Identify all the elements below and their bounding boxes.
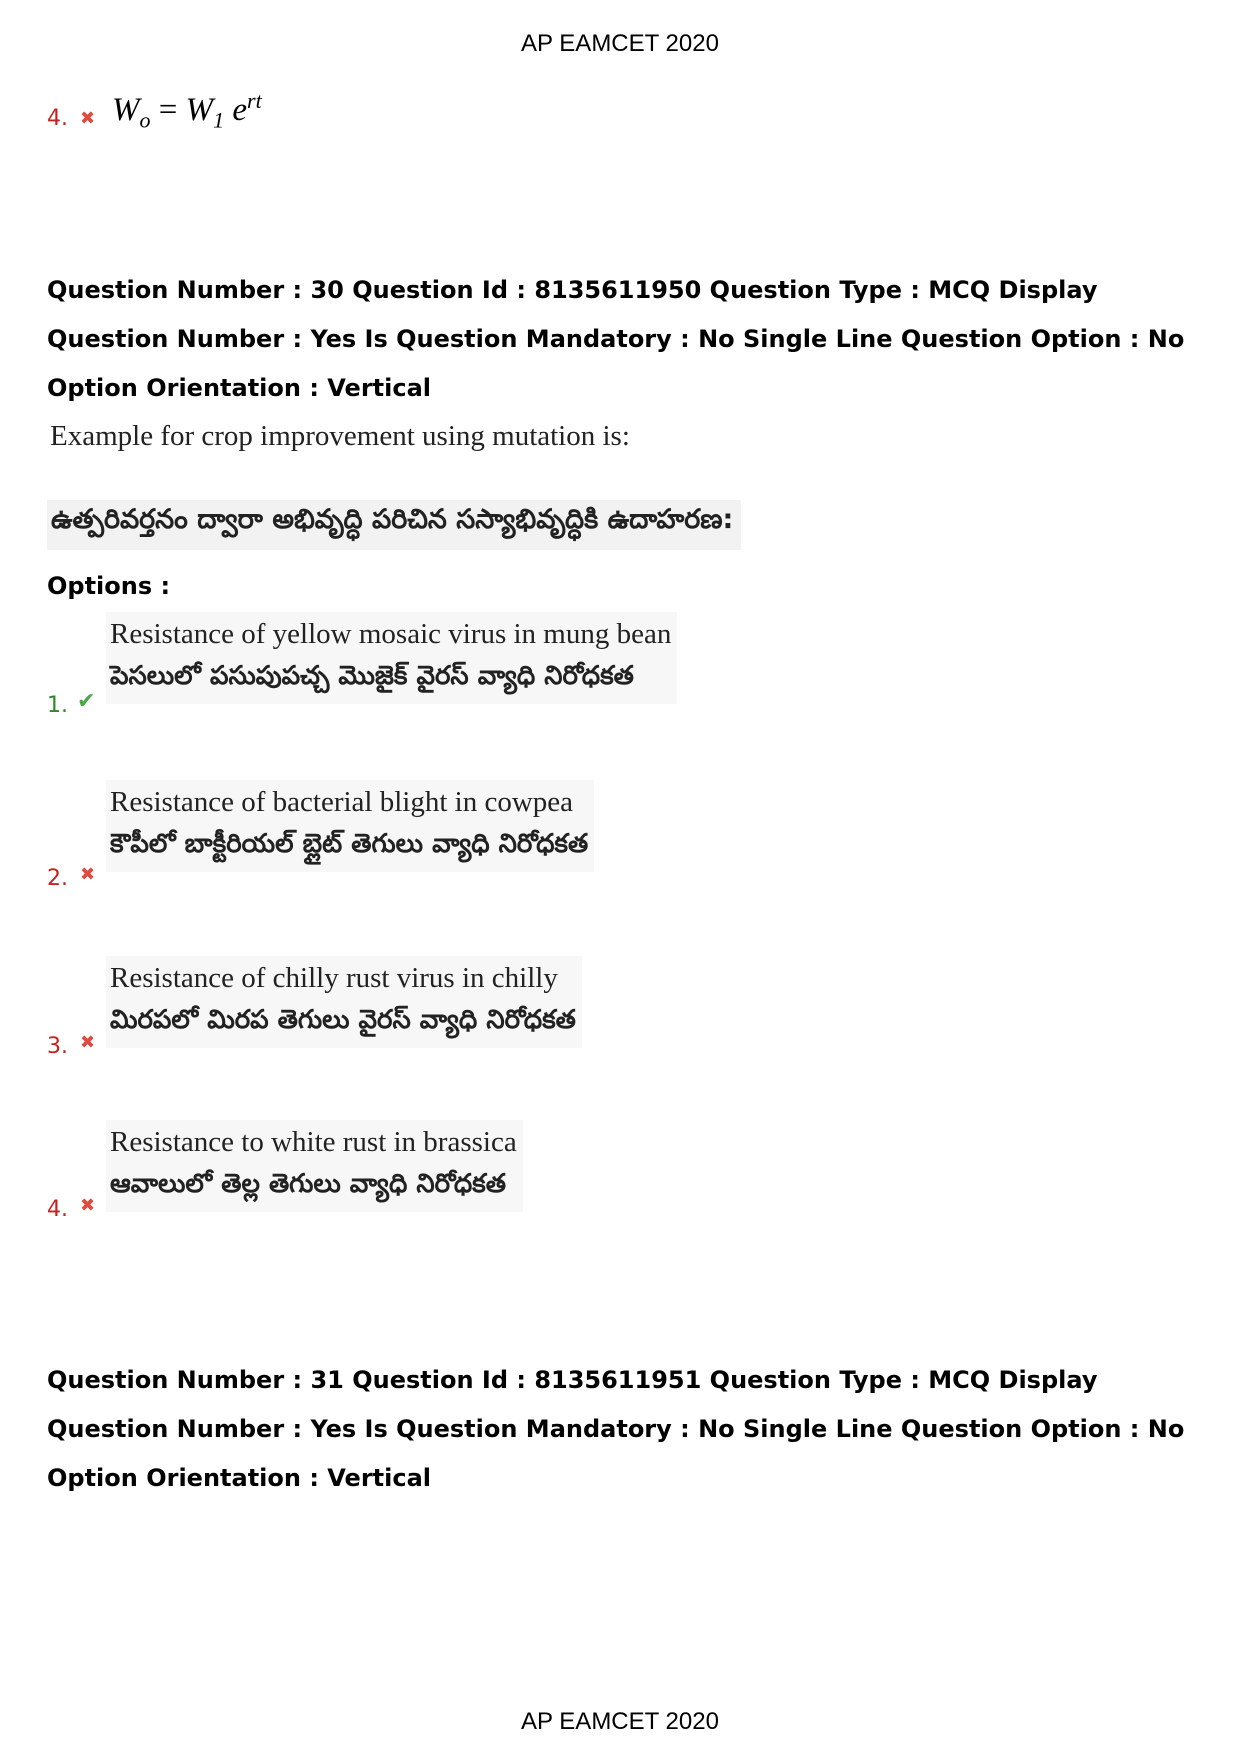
formula-exp: rt	[247, 88, 262, 113]
formula-lhs-sub: o	[139, 107, 151, 133]
question-30-text-te: ఉత్పరివర్తనం ద్వారా అభివృద్ధి పరిచిన సస్యాభివృద్ధికి ఉదాహరణ:	[47, 500, 741, 550]
cross-icon: ✖	[80, 1032, 96, 1053]
option-2-number: 2.	[47, 866, 68, 891]
option-3-text-en: Resistance of chilly rust virus in chilly	[110, 962, 558, 994]
page-footer: AP EAMCET 2020	[521, 1708, 719, 1735]
question-30-meta: Question Number : 30 Question Id : 8135611950 Question Type : MCQ Display Question Number : Yes Is Question Mandatory : No Single Line Question Option : No Option Orientation : Vertical	[47, 276, 1185, 402]
option-1-text-te: పెసలులో పసుపుపచ్చ మొజైక్ వైరస్ వ్యాధి నిరోధకత	[110, 661, 634, 691]
option-1-text-en: Resistance of yellow mosaic virus in mung bean	[110, 618, 672, 650]
cross-icon: ✖	[80, 108, 96, 129]
options-label: Options :	[47, 572, 171, 600]
option-1	[106, 612, 677, 704]
option-4-number: 4.	[47, 1197, 68, 1222]
formula-lhs: W	[112, 92, 140, 128]
option-4	[106, 1120, 523, 1212]
cross-icon: ✖	[80, 1195, 96, 1216]
question-31-meta: Question Number : 31 Question Id : 8135611951 Question Type : MCQ Display Question Number : Yes Is Question Mandatory : No Single Line Question Option : No Option Orientation : Vertical	[47, 1366, 1185, 1492]
prev-option-number: 4.	[47, 106, 68, 131]
option-3-text-te: మిరపలో మిరప తెగులు వైరస్ వ్యాధి నిరోధకత	[110, 1005, 576, 1035]
check-icon: ✔	[77, 689, 96, 714]
option-4-text-te: ఆవాలులో తెల్ల తెగులు వ్యాధి నిరోధకత	[110, 1169, 506, 1199]
formula-rhs: W	[185, 92, 214, 128]
option-2-text-te: కౌపీలో బాక్టీరియల్ బ్లైట్ తెగులు వ్యాధి నిరోధకత	[110, 829, 589, 859]
option-4-text-en: Resistance to white rust in brassica	[110, 1126, 517, 1158]
option-2	[106, 780, 594, 872]
formula-base: e	[232, 92, 248, 128]
formula-equals: =	[158, 92, 178, 128]
formula-rhs-sub: 1	[213, 107, 225, 133]
option-1-number: 1.	[47, 693, 68, 718]
page-header: AP EAMCET 2020	[521, 30, 719, 57]
prev-option-formula	[112, 88, 262, 134]
option-3-number: 3.	[47, 1034, 68, 1059]
cross-icon: ✖	[80, 864, 96, 885]
question-30-text-en: Example for crop improvement using mutation is:	[50, 420, 630, 452]
option-2-text-en: Resistance of bacterial blight in cowpea	[110, 786, 574, 818]
option-3	[106, 956, 582, 1048]
